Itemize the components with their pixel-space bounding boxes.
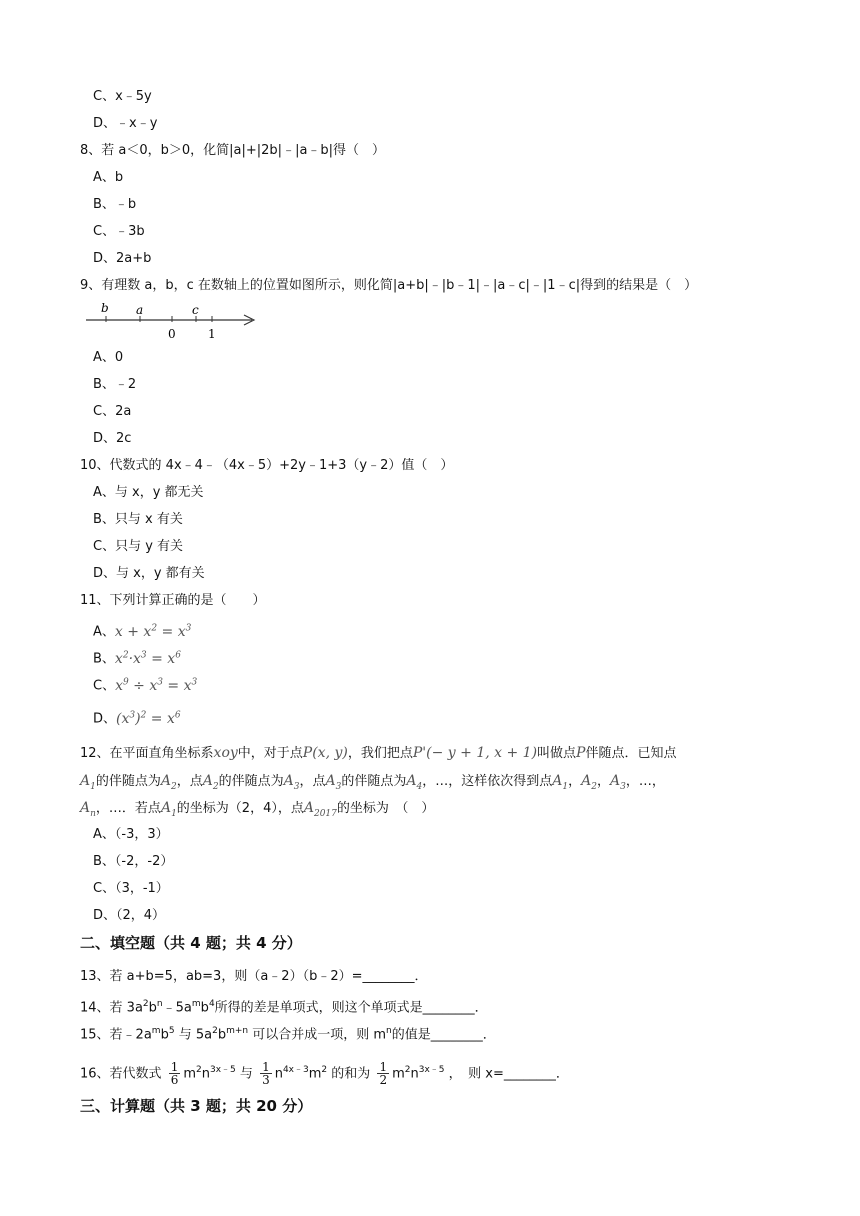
q12-xoy: xoy xyxy=(213,745,238,761)
q11-option-d xyxy=(93,706,181,729)
q9-option-c: C、2a xyxy=(93,404,132,419)
q16-tail: ， 则 x=________． xyxy=(448,1066,569,1082)
q12-a1b: $A_1$ xyxy=(552,773,569,792)
q15-pre: 15、若﹣2a xyxy=(80,1027,152,1043)
formula-a: $x + x^2 = x^3$ xyxy=(114,623,192,640)
q12-text-1: 中，对于点 xyxy=(237,746,303,761)
q8-option-c: C、﹣3b xyxy=(93,224,145,239)
q10-option-d: D、与 x，y 都有关 xyxy=(93,566,205,581)
fraction-one-third: $\frac{1}{3}$ xyxy=(262,1060,270,1088)
section-fill-in-heading: 二、填空题（共 4 题；共 4 分） xyxy=(80,934,302,952)
q12-a1c: $A_1$ xyxy=(160,800,177,819)
q11-option-b xyxy=(93,646,181,669)
q14-pre: 14、若 3a xyxy=(80,1000,143,1016)
axis-label-one: 1 xyxy=(208,327,216,341)
q14-post: 所得的差是单项式，则这个单项式是________． xyxy=(214,1000,488,1016)
q11-option-c-label: C、 xyxy=(93,678,116,694)
q8-stem: 8、若 a＜0，b＞0，化简|a|+|2b|﹣|a﹣b|得（ ） xyxy=(80,143,386,158)
q11-option-b-label: B、 xyxy=(93,651,115,667)
axis-label-a: a xyxy=(136,303,144,317)
q12-line-1 xyxy=(80,744,676,763)
q10-stem: 10、代数式的 4x﹣4﹣（4x﹣5）+2y﹣1+3（y﹣2）值（ ） xyxy=(80,458,454,473)
q12-text-2: ，我们把点 xyxy=(347,746,413,761)
q12-option-b: B、（-2，-2） xyxy=(93,854,174,869)
formula-c: $x^9 \div x^3 = x^3$ xyxy=(115,677,198,694)
q14: 14、若 $3a^2b^n﹣5a^mb^4$所得的差是单项式，则这个单项式是________． xyxy=(80,999,488,1016)
q16: 16、若代数式 $\frac{1}{6}$ $m^2n^{3x﹣5}$ 与 $\frac{1}{3}$ $n^{4x﹣3}m^2$ 的和为 $\frac{1}{2}$ $m^2n^{3x﹣5}$ ， 则 x=________． xyxy=(80,1060,569,1088)
q12-a4: $A_4$ xyxy=(406,773,423,792)
q12-text-12: 的坐标为（2，4），点 xyxy=(176,801,304,816)
q12-p: P xyxy=(576,745,586,761)
q11-option-a-label: A、 xyxy=(93,624,115,640)
formula-d: $(x^3)^2 = x^6$ xyxy=(116,710,181,727)
q12-option-a: A、（-3，3） xyxy=(93,827,169,842)
q12-a3b: $A_3$ xyxy=(325,773,342,792)
q10-option-a: A、与 x，y 都无关 xyxy=(93,485,204,500)
q12-a2017: $A_{2017}$ xyxy=(303,800,337,819)
q8-option-b: B、﹣b xyxy=(93,197,137,212)
q11-option-c xyxy=(93,673,197,696)
q12-a1: $A_1$ xyxy=(80,773,96,792)
q12-an: $A_n$ xyxy=(80,800,96,819)
q12-text-11: ，…．若点 xyxy=(95,801,161,816)
q13: 13、若 a+b=5，ab=3，则（a﹣2）（b﹣2）=________． xyxy=(80,969,428,984)
q12-a3c: $A_3$ xyxy=(610,773,626,792)
q15: 15、若$﹣2a^mb^5$ 与 $5a^2b^{m+n}$ 可以合并成一项，则 $m^n$的值是________． xyxy=(80,1026,496,1043)
q10-option-c: C、只与 y 有关 xyxy=(93,539,184,554)
q12-text-10: ，…，这样依次得到点 xyxy=(422,774,553,789)
q16-with: 与 xyxy=(239,1066,253,1082)
q12-line-3 xyxy=(80,799,434,823)
section-calculation-heading: 三、计算题（共 3 题；共 20 分） xyxy=(80,1097,313,1115)
q12-text-6: ，点 xyxy=(176,774,203,789)
q8-option-d: D、2a+b xyxy=(93,251,152,266)
q12-point-p: P(x, y) xyxy=(302,745,348,761)
fraction-one-sixth: $\frac{1}{6}$ xyxy=(170,1060,179,1088)
q12-text-9: 的伴随点为 xyxy=(341,774,407,789)
q7-option-c: C、x﹣5y xyxy=(93,89,152,104)
axis-label-c: c xyxy=(192,303,199,317)
number-line-figure xyxy=(84,298,264,342)
q11-option-d-label: D、 xyxy=(93,711,117,727)
q7-option-d: D、﹣x﹣y xyxy=(93,116,158,131)
q15-mid: 可以合并成一项，则 m xyxy=(252,1027,387,1043)
q12-text-5: 的伴随点为 xyxy=(95,774,161,789)
q12-point-p-prime: P'(− y + 1, x + 1) xyxy=(412,745,538,761)
q12-text-4: 伴随点．已知点 xyxy=(585,746,677,761)
q12-a2b: $A_2$ xyxy=(202,773,219,792)
q16-pre: 16、若代数式 xyxy=(80,1066,162,1082)
q10-option-b: B、只与 x 有关 xyxy=(93,512,183,527)
q12-text-3: 叫做点 xyxy=(537,746,577,761)
axis-label-zero: 0 xyxy=(168,327,176,341)
q9-option-a: A、0 xyxy=(93,350,124,365)
q12-a3: $A_3$ xyxy=(283,773,300,792)
q9-stem: 9、有理数 a，b，c 在数轴上的位置如图所示，则化简|a+b|﹣|b﹣1|﹣|a﹣c|﹣|1﹣c|得到的结果是（ ） xyxy=(80,278,698,293)
q16-sum: 的和为 xyxy=(331,1066,371,1082)
q11-stem: 11、下列计算正确的是（ ） xyxy=(80,593,266,608)
q12-a2c: $A_2$ xyxy=(581,773,597,792)
q15-post: 的值是________． xyxy=(391,1027,496,1043)
q12-text-7: 的伴随点为 xyxy=(218,774,284,789)
q11-option-a xyxy=(93,619,191,642)
q12-intro: 12、在平面直角坐标系 xyxy=(80,746,214,761)
q12-option-c: C、（3，-1） xyxy=(93,881,169,896)
q12-text-8: ，点 xyxy=(299,774,326,789)
axis-label-b: b xyxy=(101,301,109,315)
fraction-one-half: $\frac{1}{2}$ xyxy=(379,1060,388,1088)
q12-a2: $A_2$ xyxy=(160,773,177,792)
formula-b: $x^2\cdot x^3 = x^6$ xyxy=(114,650,181,667)
q12-line-2: $A_1$的伴随点为$A_2$，点$A_2$的伴随点为$A_3$，点$A_3$的伴随点为$A_4$，…，这样依次得到点$A_1$，$A_2$，$A_3$，…， xyxy=(80,773,665,792)
q12-option-d: D、（2，4） xyxy=(93,908,166,923)
q12-text-13: 的坐标为 （ ） xyxy=(336,801,435,816)
q8-option-a: A、b xyxy=(93,170,124,185)
q9-option-d: D、2c xyxy=(93,431,132,446)
q9-option-b: B、﹣2 xyxy=(93,377,137,392)
